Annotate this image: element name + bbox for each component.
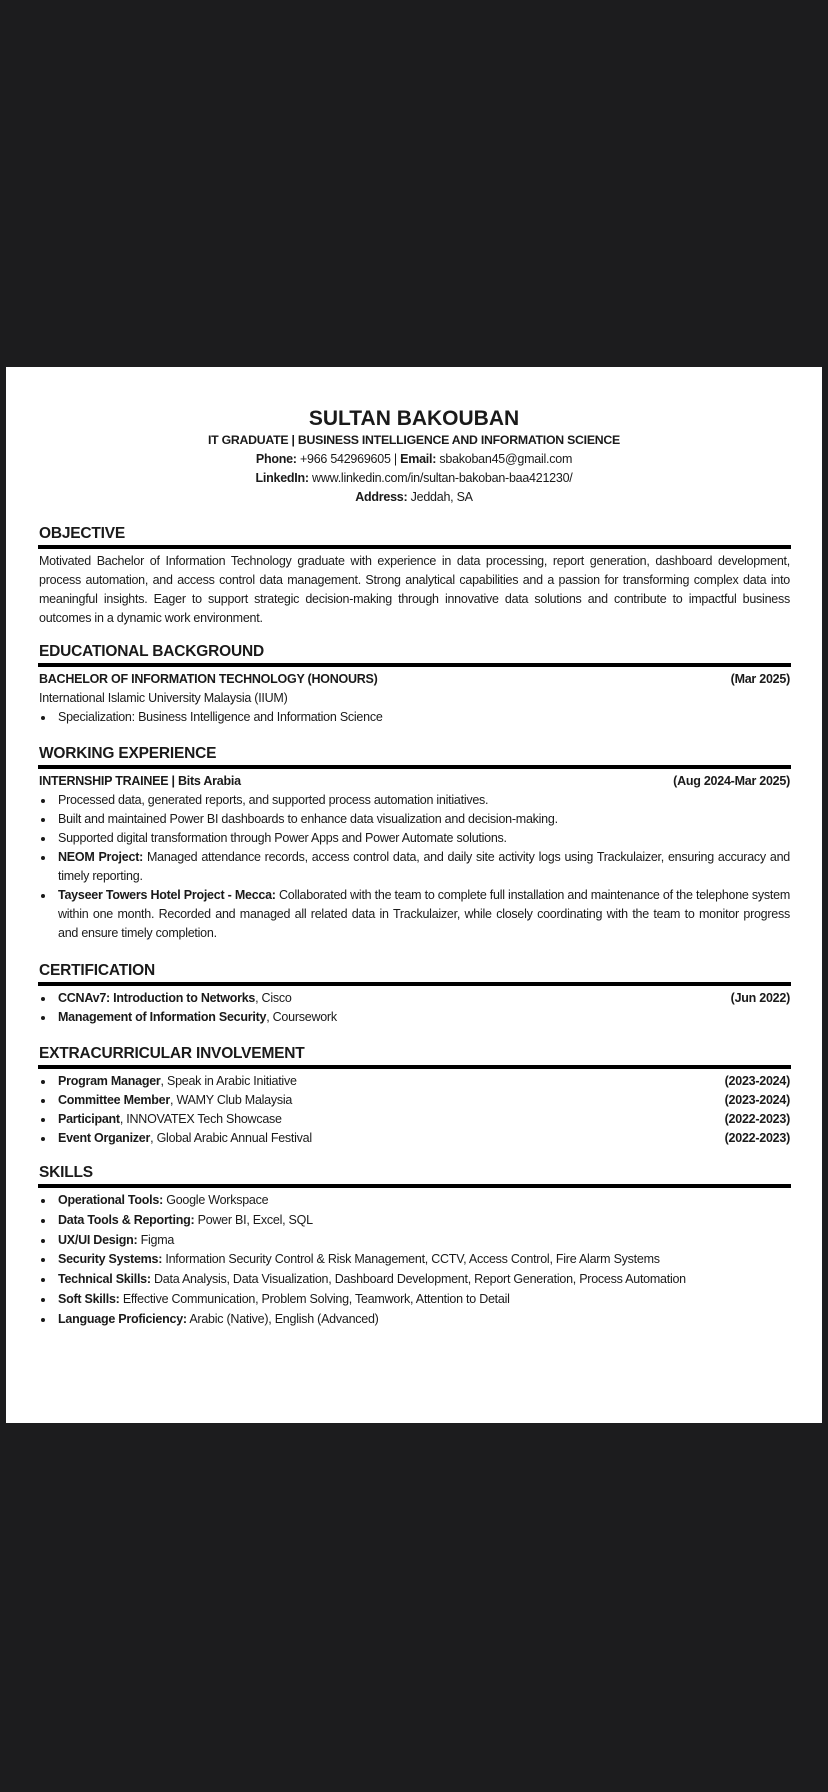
extracurricular-list	[39, 1072, 790, 1148]
list-item	[39, 1231, 790, 1251]
skills-list	[39, 1191, 790, 1330]
section-title: EDUCATIONAL BACKGROUND	[39, 643, 264, 660]
item-text: Managed attendance records, access control data, and daily site activity logs using Trackulaizer, ensuring accuracy and timely reporting.	[58, 850, 790, 883]
item-text: Information Security Control & Risk Management, CCTV, Access Control, Fire Alarm Systems	[162, 1252, 660, 1267]
contact-line	[6, 450, 822, 469]
section-title: EXTRACURRICULAR INVOLVEMENT	[39, 1045, 305, 1062]
address-label: Address:	[355, 490, 408, 504]
list-item	[39, 1290, 790, 1310]
item-date: (2023-2024)	[724, 1093, 790, 1107]
item-text: Google Workspace	[163, 1193, 269, 1207]
section-title: WORKING EXPERIENCE	[39, 745, 217, 762]
list-item	[39, 810, 790, 829]
address-value: Jeddah, SA	[410, 490, 473, 504]
item-text: , Speak in Arabic Initiative	[160, 1074, 297, 1088]
list-item	[39, 1310, 790, 1330]
item-text: , Global Arabic Annual Festival	[150, 1131, 312, 1145]
degree-date: (Mar 2025)	[730, 672, 790, 686]
item-bold: Committee Member	[58, 1093, 170, 1107]
item-bold: Participant	[58, 1112, 120, 1126]
experience-section	[39, 744, 790, 943]
item-text: Figma	[137, 1232, 175, 1247]
item-text: Collaborated with the team to complete full installation and maintenance of the telephone system within one month. Recorded and managed all related data in Trackulaizer, while closely coordinating with the team to monitor progress and ensure timely completion.	[58, 888, 790, 940]
item-date: (2022-2023)	[724, 1131, 790, 1145]
linkedin-line	[6, 469, 822, 488]
role-title: INTERNSHIP TRAINEE | Bits Arabia	[39, 774, 241, 788]
item-bold: CCNAv7: Introduction to Networks	[58, 991, 256, 1005]
certification-list	[39, 989, 790, 1027]
item-bold: Security Systems:	[58, 1252, 163, 1267]
section-title: SKILLS	[39, 1164, 93, 1181]
phone-label: Phone:	[255, 452, 297, 466]
item-text: , Cisco	[255, 991, 292, 1005]
item-bold: Soft Skills:	[58, 1291, 120, 1306]
item-bold: Management of Information Security	[58, 1010, 267, 1024]
list-item	[39, 1091, 790, 1110]
list-item	[39, 989, 790, 1008]
list-item	[39, 848, 790, 886]
degree-title: BACHELOR OF INFORMATION TECHNOLOGY (HONOURS)	[39, 672, 378, 686]
list-item	[39, 1191, 790, 1211]
address-line	[6, 488, 822, 507]
linkedin-url[interactable]: www.linkedin.com/in/sultan-bakoban-baa421230/	[312, 471, 573, 485]
extracurricular-section	[39, 1044, 790, 1148]
list-item	[39, 886, 790, 943]
section-divider	[38, 1065, 791, 1069]
school-name: International Islamic University Malaysia (IIUM)	[39, 691, 288, 705]
section-title: CERTIFICATION	[39, 962, 155, 979]
section-divider	[38, 765, 791, 769]
item-text: Processed data, generated reports, and supported process automation initiatives.	[58, 793, 489, 807]
item-bold: Event Organizer	[58, 1131, 151, 1145]
education-section	[39, 642, 790, 727]
phone-value: +966 542969605	[299, 452, 391, 466]
candidate-name: SULTAN BAKOUBAN	[308, 407, 520, 430]
item-date: (2022-2023)	[724, 1112, 790, 1126]
list-item	[39, 1270, 790, 1290]
education-bullets	[39, 708, 790, 727]
item-text: Supported digital transformation through Power Apps and Power Automate solutions.	[58, 831, 507, 845]
experience-bullets	[39, 791, 790, 943]
separator: |	[393, 452, 397, 466]
resume-header	[6, 407, 822, 507]
list-item	[39, 1250, 790, 1270]
role-date: (Aug 2024-Mar 2025)	[673, 774, 790, 788]
item-text: , WAMY Club Malaysia	[170, 1093, 293, 1107]
section-divider	[38, 982, 791, 986]
list-item	[39, 1008, 790, 1027]
item-date: (Jun 2022)	[730, 991, 790, 1005]
section-title: OBJECTIVE	[39, 525, 126, 542]
objective-section	[39, 524, 790, 628]
item-date: (2023-2024)	[724, 1074, 790, 1088]
section-divider	[38, 545, 791, 549]
email-label: Email:	[400, 452, 437, 466]
item-bold: Tayseer Towers Hotel Project - Mecca:	[58, 888, 276, 902]
list-item	[39, 791, 790, 810]
list-item	[39, 1072, 790, 1091]
list-item	[39, 1110, 790, 1129]
linkedin-label: LinkedIn:	[255, 471, 309, 485]
candidate-subtitle: IT GRADUATE | BUSINESS INTELLIGENCE AND INFORMATION SCIENCE	[207, 433, 621, 447]
list-item	[39, 1211, 790, 1231]
item-text: Effective Communication, Problem Solving, Teamwork, Attention to Detail	[119, 1291, 510, 1306]
item-bold: Technical Skills:	[58, 1272, 151, 1287]
email-value[interactable]: sbakoban45@gmail.com	[439, 452, 573, 466]
section-divider	[38, 663, 791, 667]
degree-row	[39, 670, 790, 689]
item-text: , INNOVATEX Tech Showcase	[119, 1112, 282, 1126]
list-item	[39, 1129, 790, 1148]
item-text: Arabic (Native), English (Advanced)	[186, 1311, 379, 1326]
section-divider	[38, 1184, 791, 1188]
role-row	[39, 772, 790, 791]
item-bold: Operational Tools:	[58, 1193, 163, 1207]
item-bold: Language Proficiency:	[58, 1311, 187, 1326]
item-bold: NEOM Project:	[58, 850, 144, 864]
item-bold: UX/UI Design:	[58, 1232, 138, 1247]
item-text: Built and maintained Power BI dashboards to enhance data visualization and decision-making.	[58, 812, 558, 826]
list-item: Specialization: Business Intelligence and Information Science	[39, 708, 790, 727]
item-text: , Coursework	[266, 1010, 337, 1024]
item-bold: Data Tools & Reporting:	[58, 1212, 195, 1227]
item-text: Data Analysis, Data Visualization, Dashboard Development, Report Generation, Process Automation	[150, 1272, 686, 1287]
skills-section	[39, 1163, 790, 1330]
list-item	[39, 829, 790, 848]
objective-text: Motivated Bachelor of Information Technology graduate with experience in data processing, report generation, dashboard development, process automation, and access control data management. Strong analytical capabilities and a passion for transforming complex data into meaningful insights. Eager to support strategic decision-making through innovative data solutions and contribute to impactful business outcomes in a dynamic work environment.	[39, 554, 790, 625]
resume-page	[6, 367, 822, 1423]
item-bold: Program Manager	[58, 1074, 161, 1088]
certification-section	[39, 961, 790, 1027]
item-text: Power BI, Excel, SQL	[194, 1212, 313, 1227]
